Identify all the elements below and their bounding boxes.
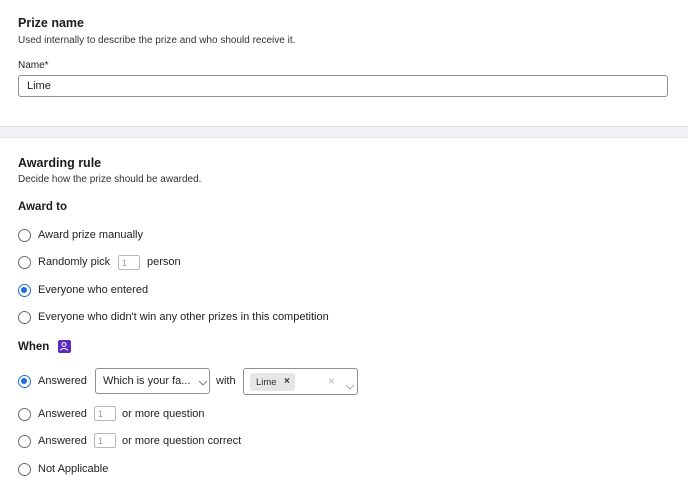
option-everyone-entered-label: Everyone who entered [38, 284, 149, 296]
answered-correct-count-input[interactable] [94, 433, 116, 448]
option-answered-question-label: Answered [38, 375, 87, 387]
option-not-applicable-label: Not Applicable [38, 463, 109, 475]
section-divider [0, 126, 688, 138]
awarding-rule-description: Decide how the prize should be awarded. [18, 174, 202, 185]
prize-name-title: Prize name [18, 16, 85, 30]
radio-not-applicable[interactable] [18, 463, 31, 476]
option-everyone-didnt-win-label: Everyone who didn't win any other prizes in this competition [38, 311, 329, 323]
chevron-down-icon[interactable] [345, 378, 355, 386]
awarding-rule-title: Awarding rule [18, 156, 102, 170]
clear-selection-icon[interactable]: × [328, 374, 336, 388]
option-answered-correct-suffix: or more question correct [122, 435, 242, 447]
option-answered-count-suffix: or more question [122, 408, 205, 420]
radio-answered-count[interactable] [18, 408, 31, 421]
answered-correct-count-placeholder: 1 [98, 436, 104, 446]
name-field-label: Name* [18, 60, 49, 71]
question-select-value: Which is your fa... [103, 375, 191, 387]
name-field[interactable] [18, 75, 668, 97]
random-pick-count-input[interactable] [118, 255, 140, 270]
radio-everyone-entered[interactable] [18, 284, 31, 297]
person-badge-icon[interactable] [58, 340, 71, 353]
option-award-manually-label: Award prize manually [38, 229, 143, 241]
answered-count-placeholder: 1 [98, 409, 104, 419]
random-pick-count-placeholder: 1 [122, 258, 128, 268]
remove-tag-icon[interactable]: × [284, 376, 290, 387]
radio-randomly-pick[interactable] [18, 256, 31, 269]
option-randomly-pick-suffix: person [147, 256, 181, 268]
answered-count-input[interactable] [94, 406, 116, 421]
selected-answer-tag-label: Lime [256, 377, 277, 388]
option-answered-correct-label: Answered [38, 435, 87, 447]
radio-everyone-didnt-win[interactable] [18, 311, 31, 324]
question-select[interactable] [95, 368, 210, 394]
with-label: with [216, 375, 236, 387]
answer-multiselect[interactable] [243, 368, 358, 395]
name-field-value: Lime [27, 80, 51, 92]
selected-answer-tag [250, 373, 295, 391]
option-answered-count-label: Answered [38, 408, 87, 420]
radio-answered-correct-count[interactable] [18, 435, 31, 448]
chevron-down-icon [198, 378, 208, 386]
award-to-title: Award to [18, 201, 67, 213]
prize-name-description: Used internally to describe the prize and who should receive it. [18, 35, 296, 46]
radio-answered-question[interactable] [18, 375, 31, 388]
radio-award-manually[interactable] [18, 229, 31, 242]
when-title: When [18, 341, 50, 353]
option-randomly-pick-label: Randomly pick [38, 256, 111, 268]
